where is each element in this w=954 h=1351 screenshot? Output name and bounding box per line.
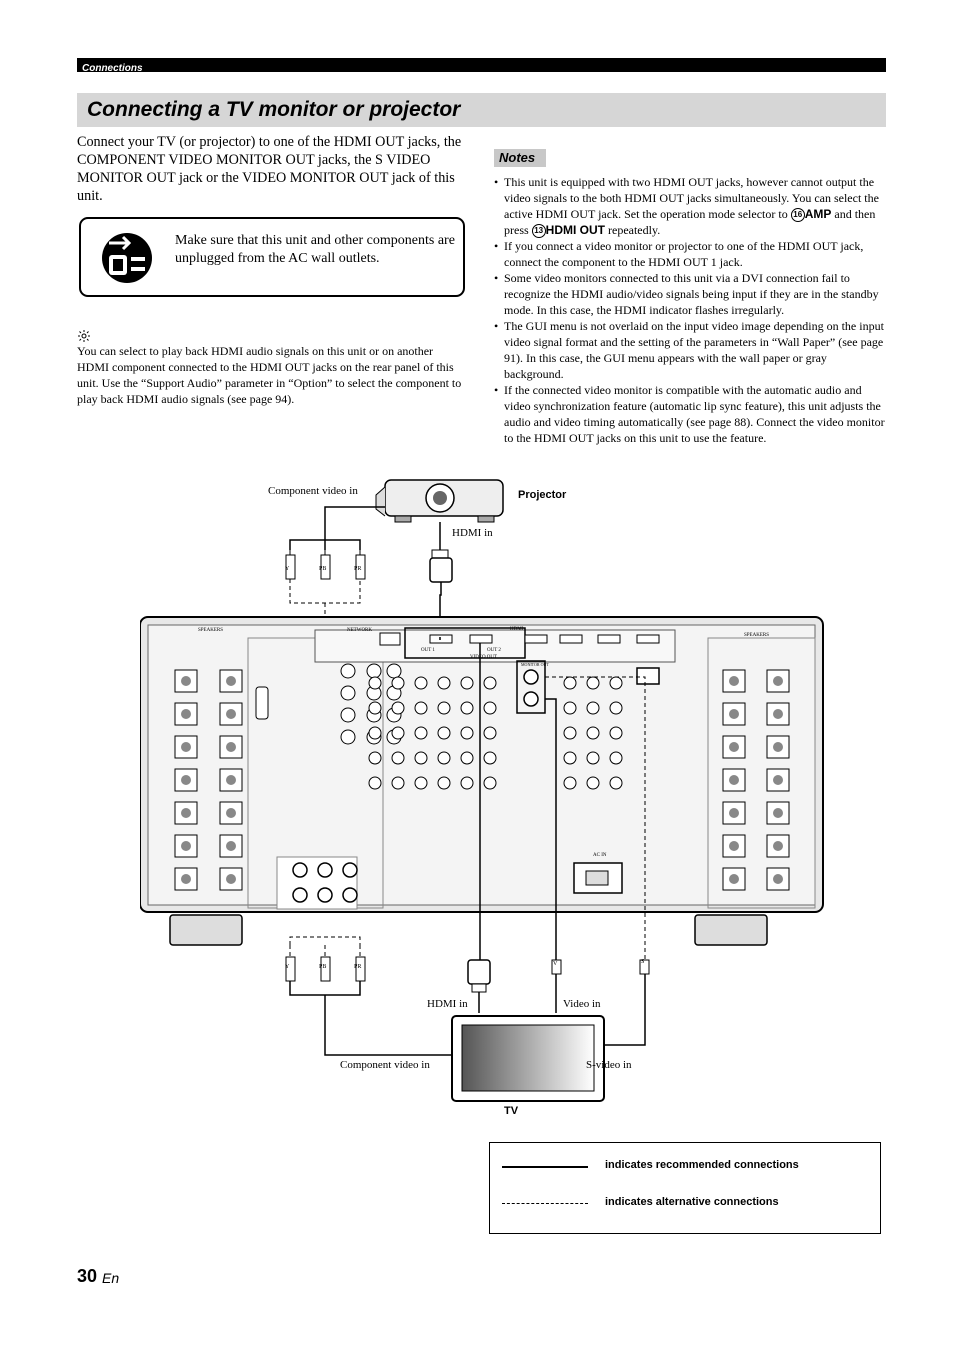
notes-heading-label: Notes	[499, 150, 536, 165]
projector-illustration	[376, 480, 503, 522]
tip-text: You can select to play back HDMI audio signals on this unit or on another HDMI component connected to the HDMI OUT jacks on the rear panel of this unit. Use the “Support Audio” parameter in “Option” to select the component to play back HDMI audio signals (see page 94).	[77, 344, 462, 406]
note-item	[494, 174, 886, 238]
rca-jack	[484, 777, 496, 789]
tv-video-label: Video in	[563, 998, 601, 1010]
rca-jack	[610, 752, 622, 764]
key-label: HDMI OUT	[545, 223, 605, 237]
speakers-label: SPEAKERS	[198, 628, 224, 633]
rca-jack	[392, 702, 404, 714]
rca-jack	[369, 752, 381, 764]
monitor-out-label: MONITOR OUT	[521, 662, 549, 667]
video-out-label: VIDEO OUT	[470, 655, 498, 660]
rca-jack	[484, 752, 496, 764]
rca-jack	[392, 727, 404, 739]
legend-dashed-text: indicates alternative connections	[605, 1196, 779, 1208]
rca-jack	[564, 777, 576, 789]
page-number: 30	[77, 1266, 98, 1286]
note-item: • Some video monitors connected to this unit via a DVI connection fail to recognize the HDMI audio/video signals being input if they are in the standby mode. In this case, the HDMI indicator flashes irregularly.	[494, 270, 886, 318]
rca-jack	[415, 752, 427, 764]
warning-box	[79, 217, 465, 297]
notes-heading	[494, 149, 546, 167]
rca-jack	[438, 727, 450, 739]
rca-jack	[610, 702, 622, 714]
section-header	[77, 58, 886, 72]
note-text: This unit is equipped with two HDMI OUT jacks, however cannot output the video signals to the both HDMI OUT jacks simultaneously. You can select the active HDMI OUT jack. Set the operation mode selector to	[504, 175, 879, 221]
rca-jack	[392, 752, 404, 764]
rca-jack	[369, 777, 381, 789]
tip-lightbulb-icon	[77, 329, 91, 343]
rca-jack	[415, 677, 427, 689]
connection-diagram	[140, 465, 825, 1125]
warning-text: Make sure that this unit and other components are unplugged from the AC wall outlets.	[175, 233, 455, 266]
rca-jack	[484, 677, 496, 689]
rca-jack	[587, 677, 599, 689]
plug-y-label: Y	[285, 964, 290, 970]
section-label: Connections	[82, 63, 143, 74]
rca-jack	[587, 777, 599, 789]
network-label: NETWORK	[347, 628, 372, 633]
rca-jack	[461, 677, 473, 689]
rca-jack	[461, 727, 473, 739]
tv-component-plugs	[286, 945, 365, 981]
tv-component-label: Component video in	[340, 1059, 430, 1071]
tv-label: TV	[504, 1105, 519, 1117]
rca-jack	[438, 677, 450, 689]
rca-jack	[610, 677, 622, 689]
intro-paragraph: Connect your TV (or projector) to one of the HDMI OUT jacks, the COMPONENT VIDEO MONITOR OUT jacks, the S VIDEO MONITOR OUT jack or the VIDEO MONITOR OUT jack of this unit.	[77, 134, 462, 204]
rca-jack	[587, 727, 599, 739]
plug-pb-label: PB	[319, 964, 327, 970]
title-bar	[77, 93, 886, 127]
tv-illustration	[452, 1016, 604, 1101]
rca-jack	[415, 702, 427, 714]
rca-jack	[369, 677, 381, 689]
projector-label: Projector	[518, 489, 567, 501]
legend-solid-text: indicates recommended connections	[605, 1159, 799, 1171]
rca-jack	[438, 752, 450, 764]
rca-jack	[392, 677, 404, 689]
rca-jack	[461, 777, 473, 789]
rca-jack	[369, 727, 381, 739]
note-item: • The GUI menu is not overlaid on the input video image depending on the input video signal format and the setting of the parameters in “Wall Paper” (see page 91). In this case, the GUI menu appears with the wall paper or gray background.	[494, 318, 886, 382]
rca-jack	[564, 752, 576, 764]
projector-component-label: Component video in	[268, 485, 358, 497]
out1-label: OUT 1	[421, 648, 435, 653]
rca-jack	[484, 702, 496, 714]
plug-s-label: S	[641, 959, 645, 965]
rca-jack	[438, 702, 450, 714]
rca-jack	[369, 702, 381, 714]
page-language: En	[102, 1270, 120, 1286]
notes-list	[494, 174, 886, 446]
diagram-drawing	[140, 465, 825, 1125]
page-title: Connecting a TV monitor or projector	[87, 98, 461, 121]
rca-jack	[461, 702, 473, 714]
hdmi-panel-label: HDMI	[510, 627, 524, 632]
rca-jack	[392, 777, 404, 789]
plug-pr-label: PR	[354, 964, 362, 970]
note-text: repeatedly.	[605, 223, 661, 237]
rca-jack	[461, 752, 473, 764]
rca-jack	[564, 727, 576, 739]
note-item: • If you connect a video monitor or projector to one of the HDMI OUT jack, connect the component to the HDMI OUT 1 jack.	[494, 238, 886, 270]
rca-jack	[610, 727, 622, 739]
speakers-label: SPEAKERS	[744, 633, 770, 638]
projector-component-plugs	[286, 550, 365, 579]
rca-jack	[610, 777, 622, 789]
legend-solid-line	[502, 1166, 588, 1168]
rca-jack	[587, 752, 599, 764]
tv-hdmi-label: HDMI in	[427, 998, 468, 1010]
legend-dashed-line	[502, 1203, 588, 1204]
projector-hdmi-label: HDMI in	[452, 527, 493, 539]
receiver-rear-panel	[140, 617, 823, 945]
plug-pr-label: PR	[354, 566, 362, 572]
unplug-icon	[97, 229, 157, 285]
legend	[489, 1142, 881, 1234]
plug-pb-label: PB	[319, 566, 327, 572]
rca-jack	[564, 677, 576, 689]
rca-jack	[484, 727, 496, 739]
rca-jack	[415, 777, 427, 789]
out2-label: OUT 2	[487, 648, 501, 653]
rca-jack	[587, 702, 599, 714]
ac-in-label: AC IN	[593, 853, 607, 858]
note-item: • If the connected video monitor is compatible with the automatic audio and video synchronization feature (automatic lip sync feature), this unit adjusts the audio and video timing automatically (see page 88). Connect the video monitor to the HDMI OUT jacks on this unit to use the feature.	[494, 382, 886, 446]
key-number-badge: 13	[532, 224, 546, 238]
rca-jack	[438, 777, 450, 789]
key-label: AMP	[804, 207, 832, 221]
rca-jack	[564, 702, 576, 714]
plug-y-label: Y	[285, 566, 290, 572]
note-text: and then press	[504, 207, 876, 237]
tv-svideo-label: S-video in	[586, 1059, 632, 1071]
rca-jack	[415, 727, 427, 739]
key-number-badge: 16	[791, 208, 805, 222]
plug-v-label: V	[553, 961, 558, 967]
